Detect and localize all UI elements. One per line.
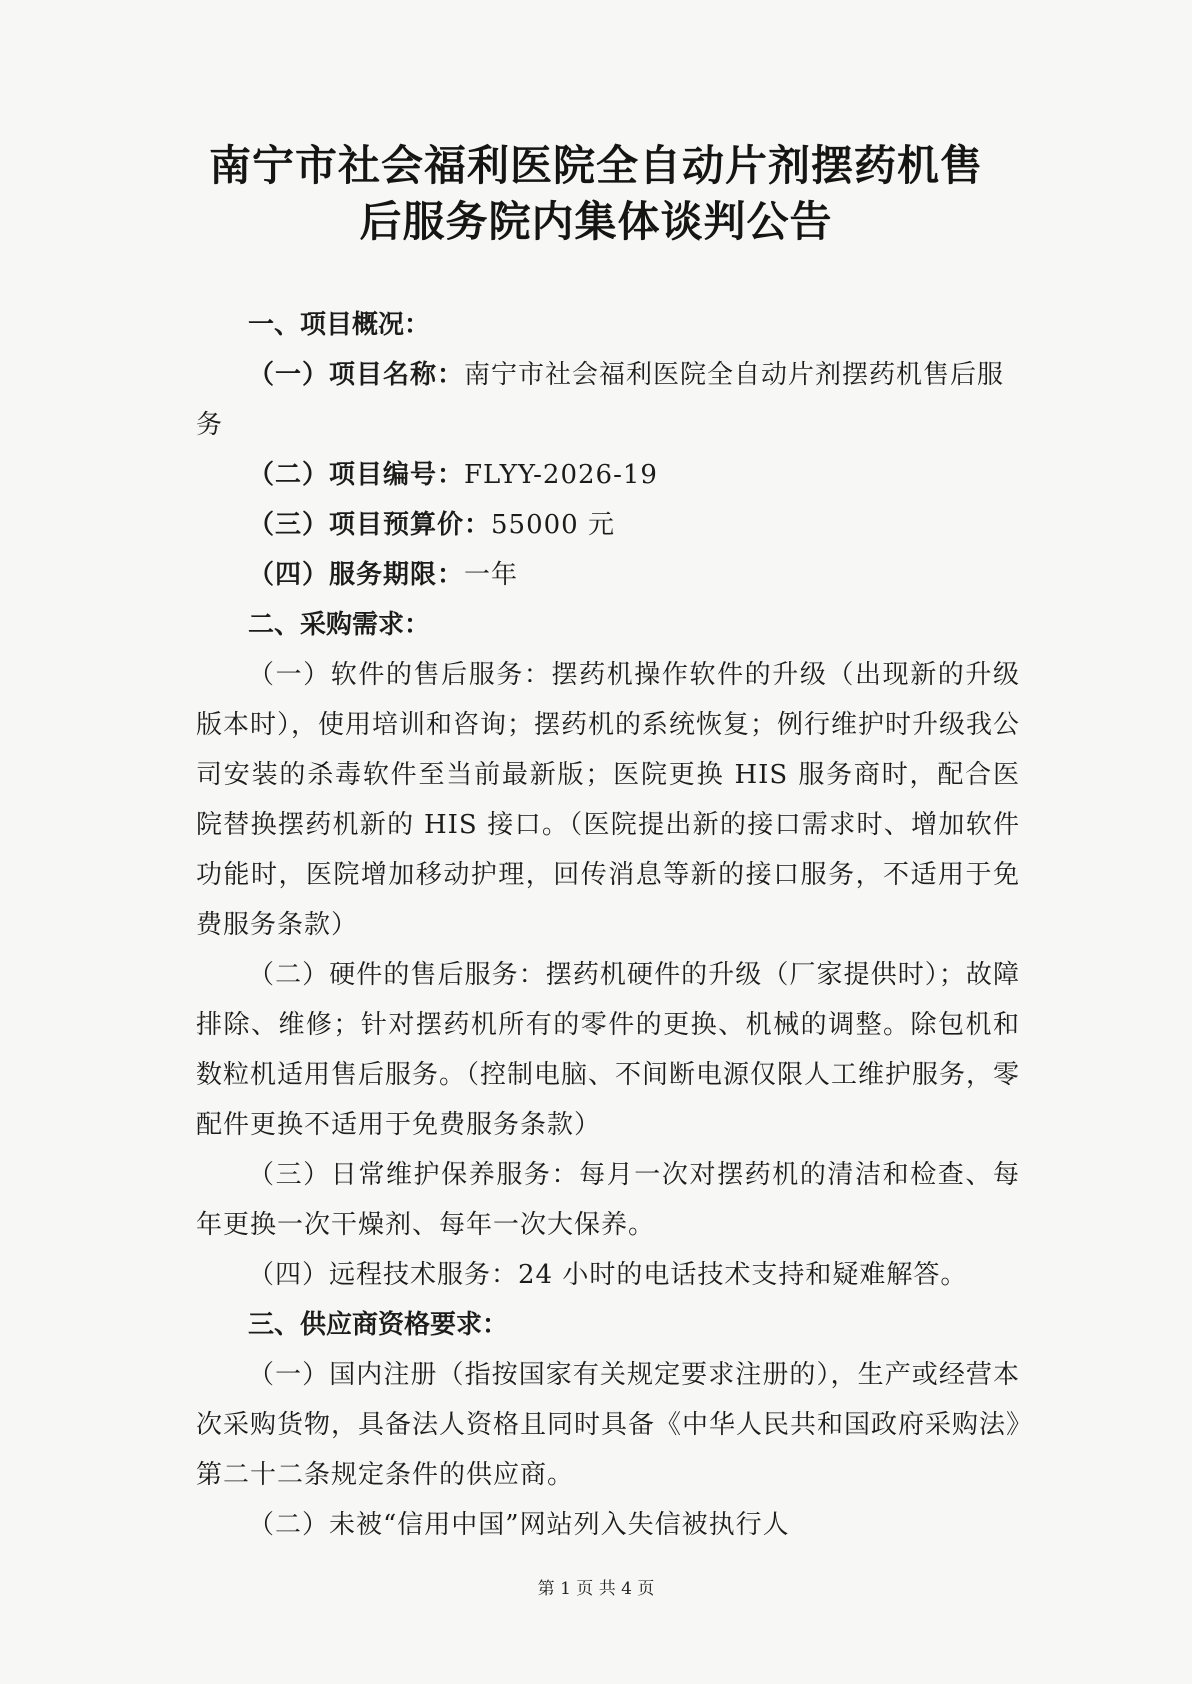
paragraph-qualification-2: （二）未被“信用中国”网站列入失信被执行人	[248, 1510, 790, 1540]
page-number: 第 1 页 共 4 页	[537, 1579, 655, 1599]
item-project-budget: （三）项目预算价：55000 元	[248, 510, 615, 540]
paragraph-maintenance-service: （三）日常维护保养服务：每月一次对摆药机的清洁和检查、每年更换一次干燥剂、每年一次大保养。	[196, 1160, 1020, 1240]
item-project-name: （一）项目名称：南宁市社会福利医院全自动片剂摆药机售后服务	[196, 360, 1005, 440]
document-title	[0, 138, 1192, 250]
paragraph-software-service: （一）软件的售后服务：摆药机操作软件的升级（出现新的升级版本时），使用培训和咨询；摆药机的系统恢复；例行维护时升级我公司安装的杀毒软件至当前最新版；医院更换 HIS 服务商时，配合医院替换摆药机新的 HIS 接口。（医院提出新的接口需求时、增加软件功能时，医院增加移动护理，回传消息等新的接口服务，不适用于免费服务条款）	[196, 660, 1021, 940]
title-line-1: 南宁市社会福利医院全自动片剂摆药机售	[208, 141, 983, 190]
title-line-2: 后服务院内集体谈判公告	[359, 197, 833, 246]
paragraph-hardware-service: （二）硬件的售后服务：摆药机硬件的升级（厂家提供时）；故障排除、维修；针对摆药机所有的零件的更换、机械的调整。除包机和数粒机适用售后服务。（控制电脑、不间断电源仅限人工维护服务，零配件更换不适用于免费服务条款）	[196, 960, 1021, 1140]
section-heading-requirements: 二、采购需求：	[248, 610, 431, 640]
section-heading-overview: 一、项目概况：	[248, 310, 431, 340]
item-service-period: （四）服务期限：一年	[248, 560, 519, 590]
item-project-number: （二）项目编号：FLYY-2026-19	[248, 460, 658, 490]
paragraph-qualification-1: （一）国内注册（指按国家有关规定要求注册的），生产或经营本次采购货物，具备法人资格且同时具备《中华人民共和国政府采购法》第二十二条规定条件的供应商。	[196, 1360, 1021, 1490]
paragraph-remote-service: （四）远程技术服务：24 小时的电话技术支持和疑难解答。	[248, 1260, 968, 1290]
section-heading-qualifications: 三、供应商资格要求：	[248, 1310, 509, 1340]
document-body	[196, 300, 1020, 1550]
